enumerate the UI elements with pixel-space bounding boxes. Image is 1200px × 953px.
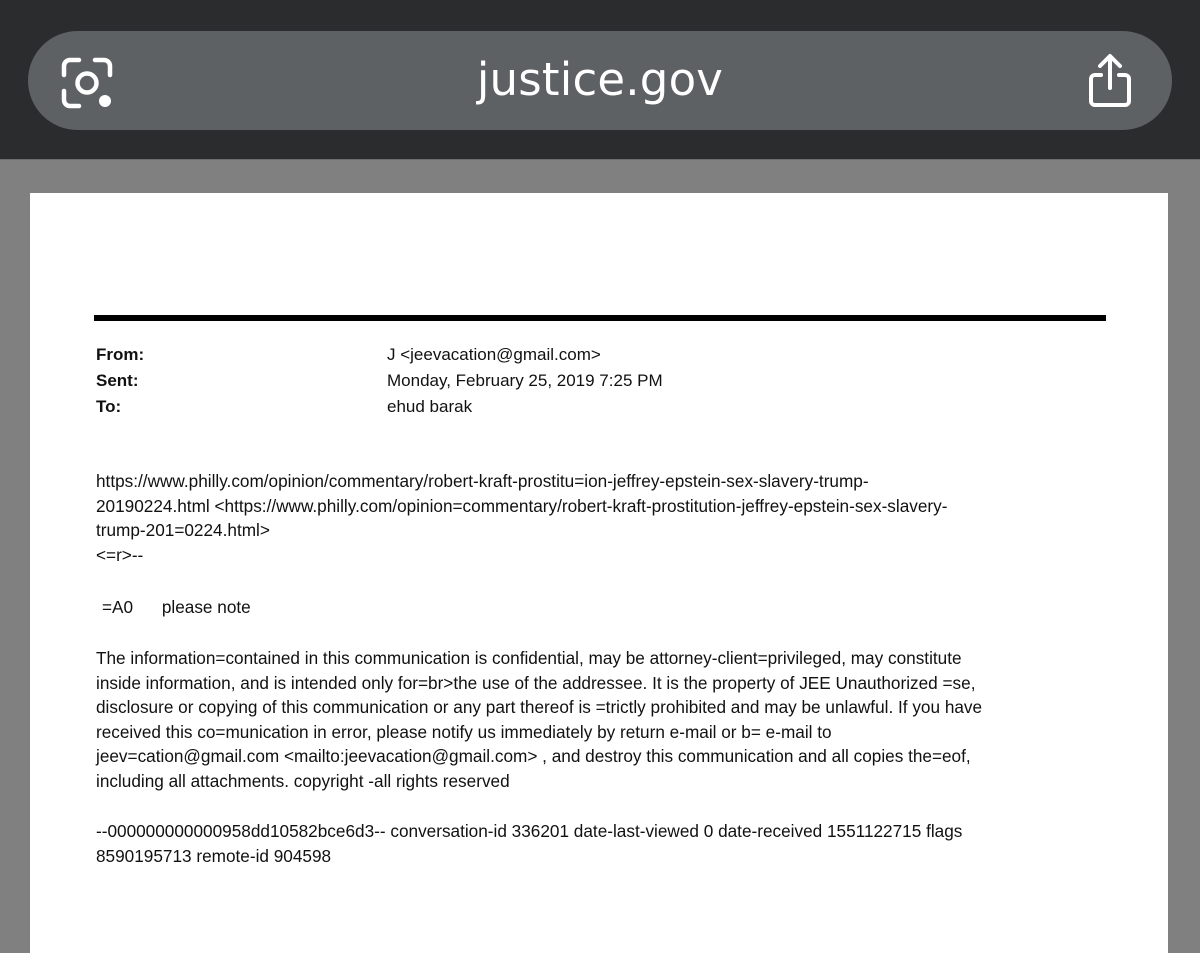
disclaimer-line: received this co=munication in error, please notify us immediately by return e-mail or b= e-mail to: [96, 721, 832, 742]
disclaimer-line: including all attachments. copyright -all rights reserved: [96, 770, 510, 791]
from-value: J <jeevacation@gmail.com>: [387, 345, 601, 364]
sent-value: Monday, February 25, 2019 7:25 PM: [387, 371, 663, 390]
link-line: 20190224.html <https://www.philly.com/opinion=commentary/robert-kraft-prostitution-jeffrey-epstein-sex-slavery-: [96, 495, 948, 516]
from-label: From:: [96, 345, 145, 364]
footer-line: --000000000000958dd10582bce6d3-- conversation-id 336201 date-last-viewed 0 date-received 1551122715 flags: [96, 821, 963, 841]
disclaimer-line: disclosure or copying of this communication or any part thereof is =trictly prohibited and may be unlawful. If you have: [96, 697, 983, 717]
note-text: please note: [161, 597, 251, 617]
link-block: [96, 469, 1106, 567]
to-label: To:: [96, 397, 122, 416]
footer-line: 8590195713 remote-id 904598: [96, 845, 332, 866]
share-icon[interactable]: [1085, 53, 1135, 109]
disclaimer-line: The information=contained in this communication is confidential, may be attorney-client=privileged, may constitute: [96, 648, 962, 668]
url-text[interactable]: justice.gov: [476, 53, 724, 106]
disclaimer-block: [96, 646, 1106, 793]
note-prefix: =A0: [102, 597, 134, 617]
disclaimer-line: inside information, and is intended only for=br>the use of the addressee. It is the property of JEE Unauthorized =se,: [96, 672, 976, 693]
footer-block: [96, 819, 1106, 868]
link-line: trump-201=0224.html>: [96, 520, 270, 540]
header-rule: [94, 315, 1106, 321]
disclaimer-line: jeev=cation@gmail.com <mailto:jeevacation@gmail.com> , and destroy this communication and all copies the=eof,: [96, 746, 971, 766]
sent-label: Sent:: [96, 371, 139, 390]
to-value: ehud barak: [387, 397, 473, 416]
note-line: [96, 595, 1106, 620]
browser-toolbar: [0, 0, 1200, 159]
link-line: https://www.philly.com/opinion/commentary/robert-kraft-prostitu=ion-jeffrey-epstein-sex-slavery-trump-: [96, 471, 869, 491]
address-bar[interactable]: [28, 31, 1172, 130]
document-page: [30, 193, 1168, 953]
link-line: <=r>--: [96, 544, 144, 565]
toolbar-divider: [0, 159, 1200, 160]
